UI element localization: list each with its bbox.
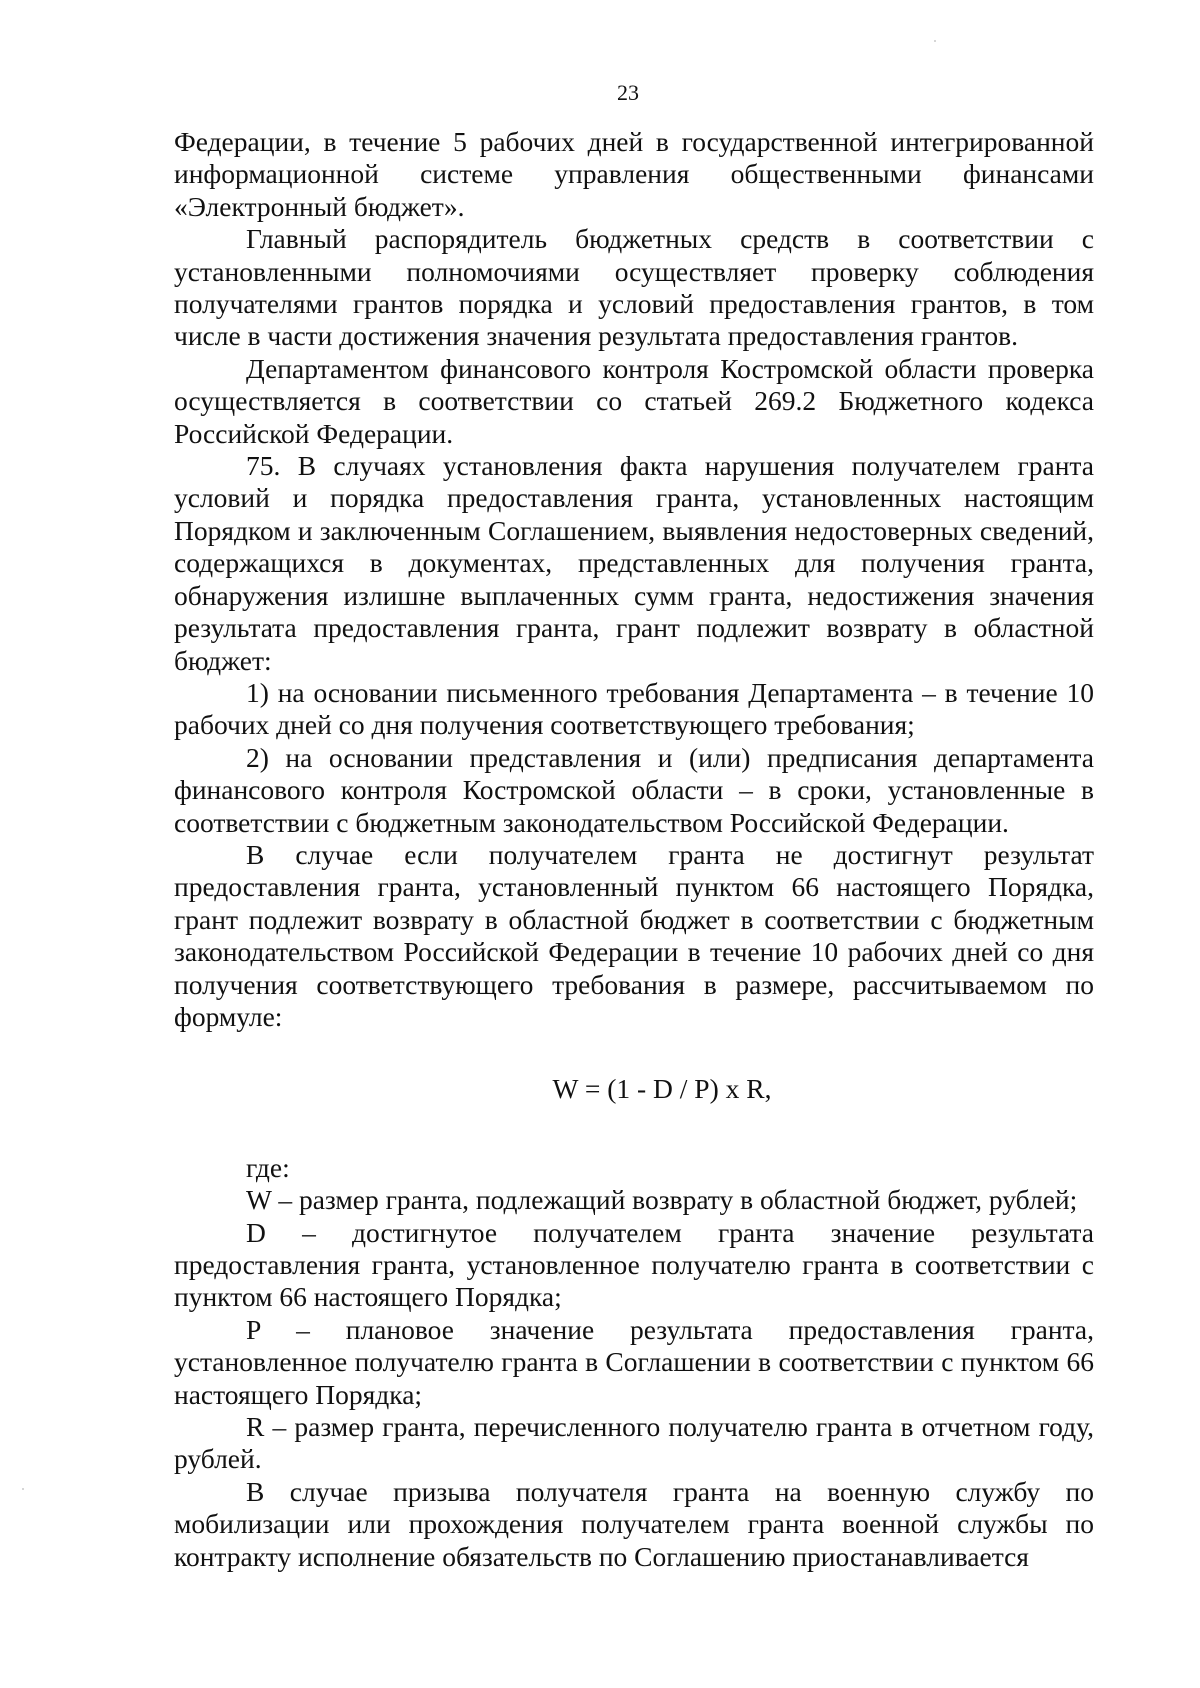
scan-speck	[934, 40, 936, 42]
formula-definition: W – размер гранта, подлежащий возврату в областной бюджет, рублей;	[246, 1184, 1078, 1216]
formula: W = (1 - D / P) x R,	[552, 1073, 772, 1105]
list-item: 2) на основании представления и (или) предписания департамента финансового контроля Костромской области – в сроки, установленные в соответствии с бюджетным законодательством Российской Федерации.	[174, 741, 1094, 838]
formula-definition: D – достигнутое получателем гранта значение результата предоставления гранта, установленное получателю гранта в соответствии с пунктом 66 настоящего Порядка;	[174, 1216, 1094, 1313]
formula-definition: P – плановое значение результата предоставления гранта, установленное получателю гранта в Соглашении в соответствии с пунктом 66 настоящего Порядка;	[174, 1313, 1094, 1410]
paragraph: Федерации, в течение 5 рабочих дней в государственной интегрированной информационной системе управления общественными финансами «Электронный бюджет».	[174, 126, 1094, 222]
paragraph: В случае призыва получателя гранта на военную службу по мобилизации или прохождения получателем гранта военной службы по контракту исполнение обязательств по Соглашению приостанавливается	[174, 1475, 1094, 1572]
paragraph: Главный распорядитель бюджетных средств в соответствии с установленными полномочиями осуществляет проверку соблюдения получателями грантов порядка и условий предоставления грантов, в том числе в части достижения значения результата предоставления грантов.	[174, 223, 1094, 352]
page-number: 23	[617, 80, 639, 105]
list-item: 1) на основании письменного требования Департамента – в течение 10 рабочих дней со дня получения соответствующего требования;	[174, 676, 1094, 741]
formula-where-label: где:	[246, 1151, 290, 1183]
paragraph: Департаментом финансового контроля Костромской области проверка осуществляется в соответствии со статьей 269.2 Бюджетного кодекса Российской Федерации.	[174, 352, 1094, 449]
paragraph: В случае если получателем гранта не достигнут результат предоставления гранта, установленный пунктом 66 настоящего Порядка, грант подлежит возврату в областной бюджет в соответствии с бюджетным законодательством Российской Федерации в течение 10 рабочих дней со дня получения соответствующего требования в размере, рассчитываемом по формуле:	[174, 838, 1094, 1032]
scan-speck	[22, 1488, 24, 1490]
document-body	[174, 126, 1094, 1573]
paragraph-item-75: 75. В случаях установления факта нарушения получателем гранта условий и порядка предоставления гранта, установленных настоящим Порядком и заключенным Соглашением, выявления недостоверных сведений, содержащихся в документах, представленных для получения гранта, обнаружения излишне выплаченных сумм гранта, недостижения значения результата предоставления гранта, грант подлежит возврату в областной бюджет:	[174, 450, 1094, 676]
formula-definition: R – размер гранта, перечисленного получателю гранта в отчетном году, рублей.	[174, 1411, 1094, 1475]
